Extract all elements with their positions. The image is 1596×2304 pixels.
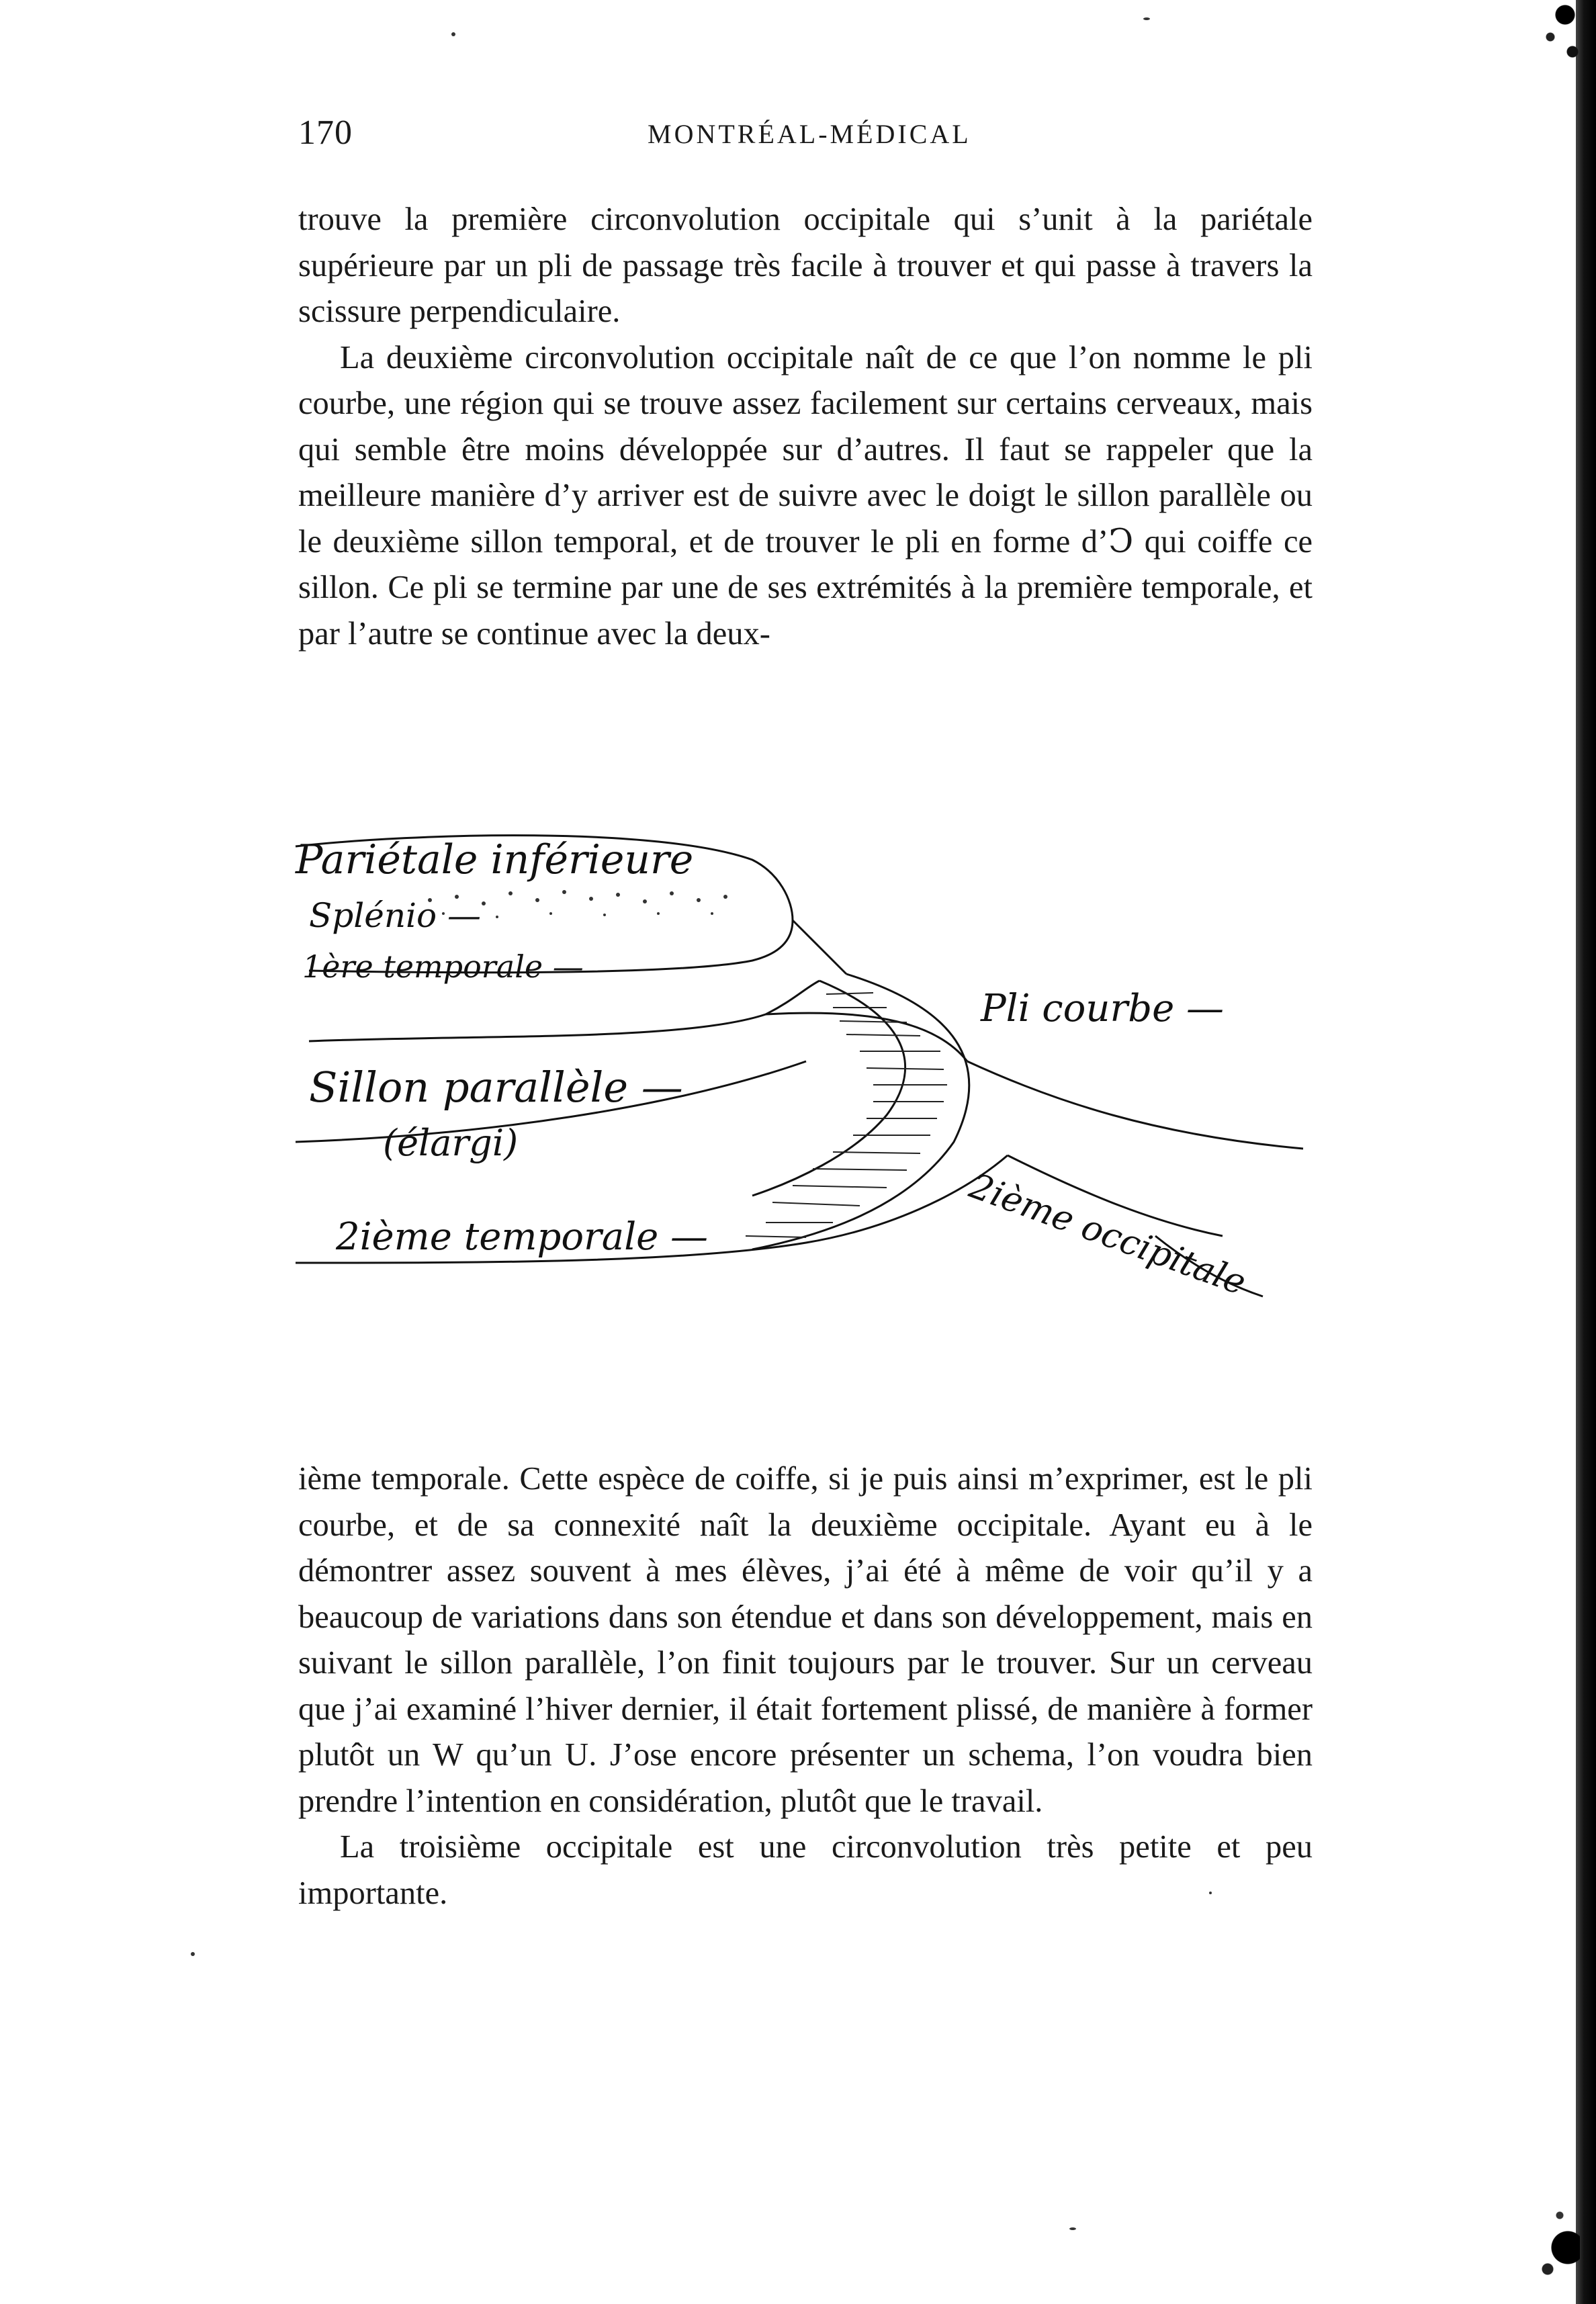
body-text-bottom (298, 1456, 1313, 1916)
paragraph: ième temporale. Cette espèce de coiffe, si je puis ainsi m’exprimer, est le pli courbe, et de sa connexité naît la deuxième occipitale. Ayant eu à le démontrer assez souvent à mes élèves, j’ai été à même de voir qu’il y a beaucoup de variations dans son étendue et dans son développement, mais en suivant le sillon parallèle, l’on finit toujours par le trouver. Sur un cerveau que j’ai examiné l’hiver dernier, il était fortement plissé, de manière à former plutôt un W qu’un U. J’ose encore présenter un schema, l’on voudra bien prendre l’intention en considération, plutôt que le travail. (298, 1461, 1313, 1819)
paragraph: trouve la première circonvolution occipitale qui s’unit à la pariétale supérieure par un pli de passage très facile à trouver et qui passe à travers la scissure perpendiculaire. (298, 202, 1313, 329)
page-edge-stain-bottom (1499, 2183, 1580, 2291)
label-deuxieme-temporale: 2ième temporale — (336, 1215, 709, 1259)
label-splenius: Splénio — (309, 896, 482, 935)
label-sillon-parallele: Sillon parallèle — (309, 1063, 683, 1112)
page-number: 170 (298, 114, 353, 152)
outline-stroke (793, 920, 846, 974)
body-text-top (298, 197, 1313, 657)
page-edge-shadow (1576, 0, 1596, 2304)
label-deuxieme-occipitale: 2ième occipitale (964, 1165, 1251, 1304)
hatching (746, 993, 947, 1237)
running-head: MONTRÉAL-MÉDICAL (648, 119, 971, 149)
label-pli-courbe: Pli courbe — (981, 987, 1225, 1030)
label-premiere-temporale: 1ère temporale — (302, 948, 584, 985)
paragraph: La troisième occipitale est une circonvolution très petite et peu importante. (298, 1829, 1313, 1911)
speck (1069, 2227, 1076, 2230)
outline-stroke (309, 981, 819, 1041)
page-edge-stain-top (1506, 0, 1580, 74)
label-elargi: (élargi) (383, 1122, 519, 1164)
brain-schema-figure (282, 819, 1330, 1370)
brain-schema-drawing (282, 819, 1330, 1370)
label-parietale-inferieure: Pariétale inférieure (296, 836, 694, 883)
page-header (298, 113, 1313, 160)
speck (191, 1952, 195, 1956)
outline-stroke (967, 1061, 1303, 1149)
paragraph: La deuxième circonvolution occipitale naît de ce que l’on nomme le pli courbe, une région qui se trouve assez facilement sur certains cerveaux, mais qui semble être moins développée sur d’autres. Il faut se rappeler que la meilleure manière d’y arriver est de suivre avec le doigt le sillon parallèle ou le deuxième sillon temporal, et de trouver le pli en forme d’Ↄ qui coiffe ce sillon. Ce pli se termine par une de ses extrémités à la première temporale, et par l’autre se continue avec la deux- (298, 339, 1313, 652)
speck (451, 32, 455, 36)
speck (1143, 17, 1150, 20)
